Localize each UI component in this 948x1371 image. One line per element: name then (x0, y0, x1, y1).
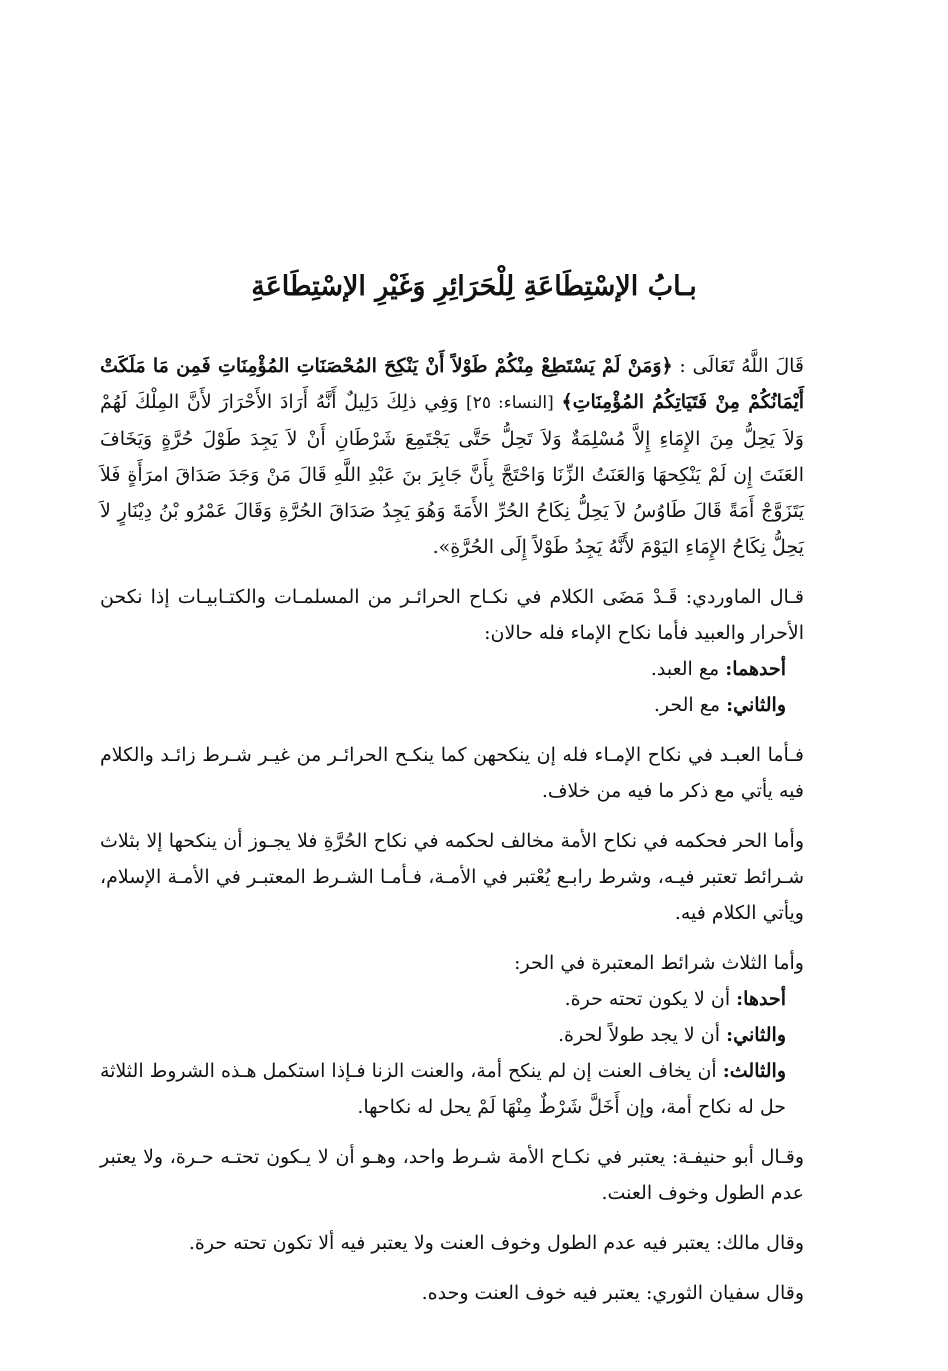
item-label: أحدهما: (725, 658, 786, 680)
item-label: والثاني: (726, 1024, 786, 1046)
paragraph-slave: فـأما العبـد في نكاح الإمـاء فله إن ينكحهن كما ينكـح الحرائـر من غيـر شـرط زائـد والكلام فيه يأتي مع ذكر ما فيه من خلاف. (100, 744, 804, 802)
quote-paragraph (100, 348, 840, 565)
paragraph-malik: وقال مالك: يعتبر فيه عدم الطول وخوف العنت ولا يعتبر فيه ألا تكون تحته حرة. (188, 1232, 804, 1254)
item-text: مع الحر. (653, 694, 721, 716)
quote-intro: قَالَ اللَّهُ تَعَالَى : (679, 355, 804, 377)
list-item-second (100, 687, 840, 723)
condition-second (100, 1017, 840, 1053)
quran-verse: ﴿وَمَنْ لَمْ يَسْتَطِعْ مِنْكُمْ طَوْلاً أَنْ يَنْكِحَ المُحْصَنَاتِ المُؤْمِنَاتِ فَمِن مَا مَلَكَتْ أَيْمَانُكُمْ مِنْ فَتَيَاتِكُمُ المُؤْمِنَاتِ﴾ (100, 355, 805, 413)
item-text: أن يخاف العنت إن لم ينكح أمة، والعنت الزنا فـإذا استكمل هـذه الشروط الثلاثة حل له نكاح أمة، وإن أَخَلَّ شَرْطٌ مِنْهَا لَمْ يحل له نكاحها. (100, 1060, 786, 1118)
chapter-title: بـابُ الإسْتِطَاعَةِ لِلْحَرَائِرِ وَغَيْرِ الإسْتِطَاعَةِ (251, 271, 697, 302)
verse-reference: [النساء: ٢٥] (466, 393, 554, 413)
item-text: أن لا يكون تحته حرة. (564, 988, 731, 1010)
paragraph-conditions-intro: وأما الثلاث شرائط المعتبرة في الحر: (514, 952, 804, 974)
item-text: أن لا يجد طولاً لحرة. (557, 1024, 721, 1046)
paragraph-sufyan: وقال سفيان الثوري: يعتبر فيه خوف العنت وحده. (421, 1282, 804, 1304)
list-item-first (100, 651, 840, 687)
item-text: مع العبد. (650, 658, 720, 680)
item-label: أحدها: (736, 988, 786, 1010)
paragraph-free-man: وأما الحر فحكمه في نكاح الأمة مخالف لحكمه في نكاح الحُرَّةِ فلا يجـوز أن ينكحها إلا بثلاث شـرائط تعتبر فيـه، وشرط رابـع يُعْتبر في الأمـة، فـأمـا الشـرط المعتبـر في الأمـة الإسلام، ويأتي الكلام فيه. (100, 830, 804, 924)
condition-first (100, 981, 840, 1017)
item-label: والثاني: (726, 694, 786, 716)
paragraph-abu-hanifa: وقـال أبو حنيفـة: يعتبر في نكـاح الأمة شـرط واحد، وهـو أن لا يـكون تحتـه حـرة، ولا يعتبر عدم الطول وخوف العنت. (100, 1146, 804, 1204)
body-text (100, 348, 840, 1311)
quote-commentary: وَفِي ذلِكَ دَلِيلٌ أَنَّهُ أَرَادَ الأَحْرَارَ لأَنَّ المِلْكَ لَهُمْ وَلاَ يَحِلُّ مِنَ الإِمَاءِ إِلاَّ مُسْلِمَةٌ وَلاَ تَحِلُّ حَتَّى يَجْتَمِعَ شَرْطَانِ أَنْ لاَ يَجِدَ طَوْلَ حُرَّةٍ وَيَخَافَ العَنَتَ إِن لَمْ يَنْكِحهَا وَالعَنَتُ الزِّنَا وَاحْتَجَّ بِأَنَّ جَابِرَ بنَ عَبْدِ اللَّهِ قَالَ مَنْ وَجَدَ صَدَاقَ امرَأَةٍ فَلاَ يَتَزَوَّجْ أَمَةً قَالَ طَاوُسُ لاَ يَحِلُّ نِكَاحُ الحُرِّ الأَمَةَ وَهُوَ يَجِدُ صَدَاقَ الحُرَّةِ وَقَالَ عَمْرُو بْنُ دِيْنَارٍ لاَ يَحِلُّ نِكَاحُ الإِمَاءِ اليَوْمَ لأَنَّهُ يَجِدُ طَوْلاً إِلَى الحُرَّةِ». (100, 391, 804, 558)
paragraph-mawardi: قـال الماوردي: قَـدْ مَضَى الكلام في نكـاح الحرائـر من المسلمـات والكتـابيـات إذا نكحن الأحرار والعبيد فأما نكاح الإماء فله حالان: (100, 586, 804, 644)
condition-third (100, 1053, 840, 1125)
item-label: والثالث: (722, 1060, 786, 1082)
